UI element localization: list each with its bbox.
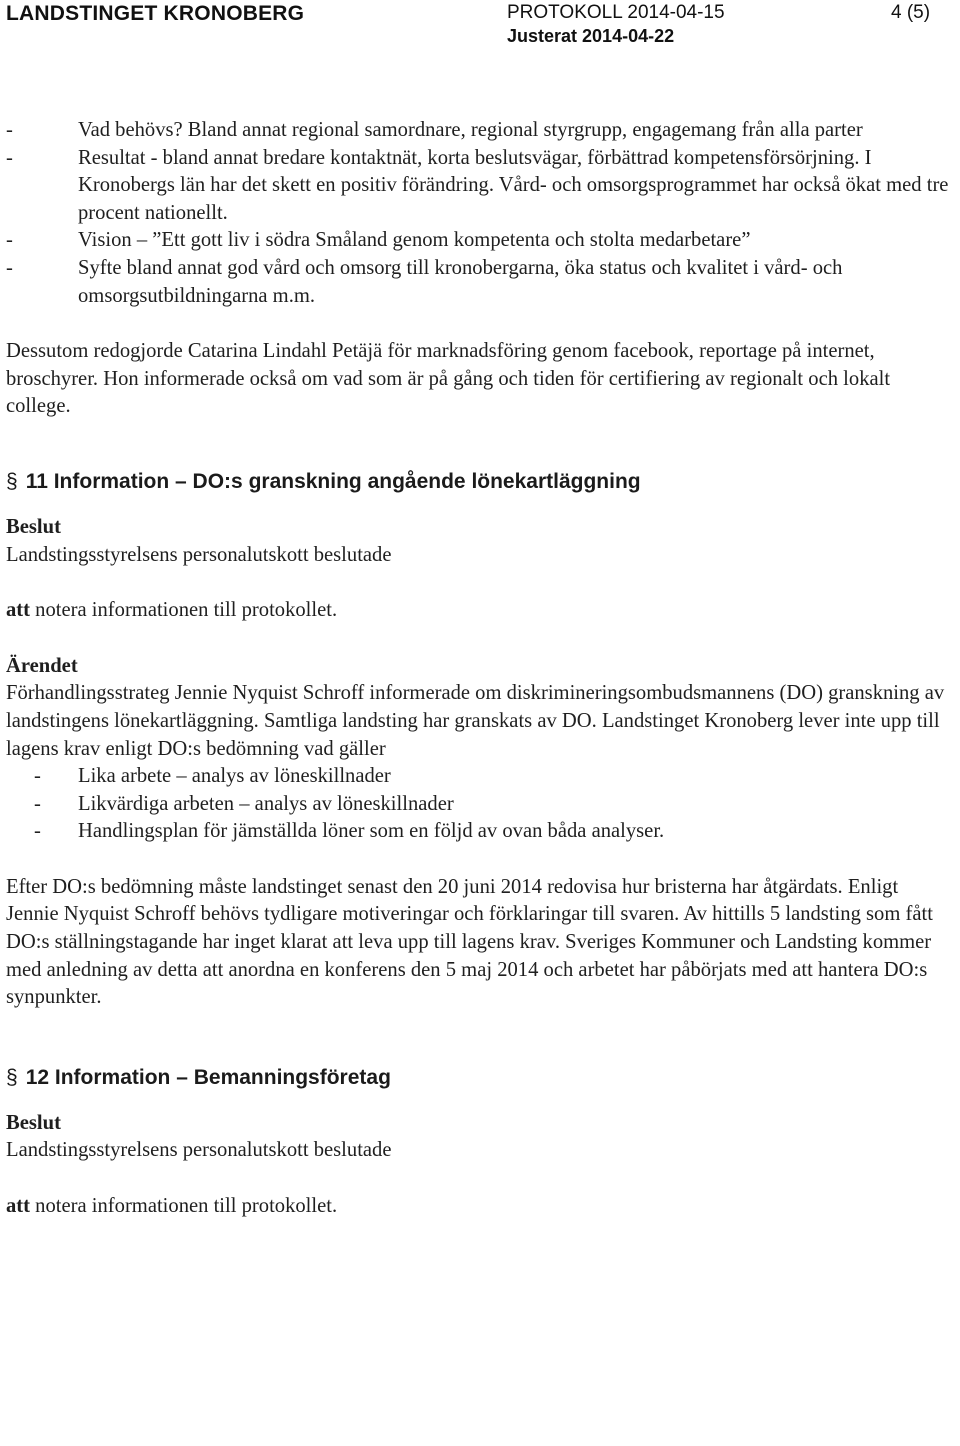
beslut-text: Landstingsstyrelsens personalutskott beslutade <box>6 543 392 566</box>
section-12-heading <box>6 1064 954 1092</box>
section-11-list <box>6 763 954 846</box>
decision-line: att notera informationen till protokollet. <box>6 599 338 622</box>
page-number: 4 (5) <box>891 2 931 23</box>
list-item: - Syfte bland annat god vård och omsorg till kronobergarna, öka status och kvalitet i vård- och omsorgsutbildningarna m.m. <box>6 256 843 307</box>
top-bullet-list <box>6 117 954 310</box>
list-item: - Likvärdiga arbeten – analys av löneskillnader <box>34 792 454 815</box>
page-header <box>0 0 960 60</box>
section-symbol: § <box>6 1065 18 1089</box>
section-symbol: § <box>6 469 18 493</box>
list-item: - Vad behövs? Bland annat regional samordnare, regional styrgrupp, engagemang från alla parter <box>6 119 863 141</box>
decision-line: att notera informationen till protokollet. <box>6 1195 338 1218</box>
arendet-text: Förhandlingsstrateg Jennie Nyquist Schroff informerade om diskrimineringsombudsmannens (DO) granskning av landstingens lönekartläggning. Samtliga landsting har granskats av DO. Landstinget Kronoberg lever inte upp till lagens krav enligt DO:s bedömning vad gäller <box>6 682 945 760</box>
after-paragraph: Efter DO:s bedömning måste landstinget senast den 20 juni 2014 redovisa hur bristerna har åtgärdats. Enligt Jennie Nyquist Schroff behövs tydligare motiveringar och förklaringar till svaren. Av hittills 5 landsting som fått DO:s ställningstagande har inget klarat att leva upp till lagens krav. Sveriges Kommuner och Landsting kommer med anledning av detta att anordna en konferens den 5 maj 2014 och arbetet har påbörjats med att hantera DO:s synpunkter. <box>6 875 933 1009</box>
beslut-label: Beslut <box>6 515 61 538</box>
list-item: - Vision – ”Ett gott liv i södra Småland genom kompetenta och stolta medarbetare” <box>6 229 751 252</box>
section-11-heading <box>6 468 954 496</box>
intro-paragraph: Dessutom redogjorde Catarina Lindahl Petäjä för marknadsföring genom facebook, reportage på internet, broschyrer. Hon informerade också om vad som är på gång och tiden för certifiering av regionalt och lokalt college. <box>6 340 891 418</box>
organization-name: LANDSTINGET KRONOBERG <box>6 2 305 25</box>
list-item: - Lika arbete – analys av löneskillnader <box>34 765 391 788</box>
list-item: - Resultat - bland annat bredare kontaktnät, korta beslutsvägar, förbättrad kompetensförsörjning. I Kronobergs län har det skett en positiv förändring. Vård- och omsorgsprogrammet har också ökat med tre procent nationellt. <box>6 146 949 224</box>
beslut-text: Landstingsstyrelsens personalutskott beslutade <box>6 1139 392 1162</box>
document-body <box>6 117 954 1221</box>
beslut-label: Beslut <box>6 1111 61 1134</box>
adjusted-date: Justerat 2014-04-22 <box>507 26 675 46</box>
section-12-title: 12 Information – Bemanningsföretag <box>25 1065 391 1089</box>
list-item: - Handlingsplan för jämställda löner som en följd av ovan båda analyser. <box>34 820 665 843</box>
section-11-title: 11 Information – DO:s granskning angående lönekartläggning <box>25 469 641 493</box>
arendet-label: Ärendet <box>6 654 78 677</box>
protocol-date: PROTOKOLL 2014-04-15 <box>507 2 725 23</box>
